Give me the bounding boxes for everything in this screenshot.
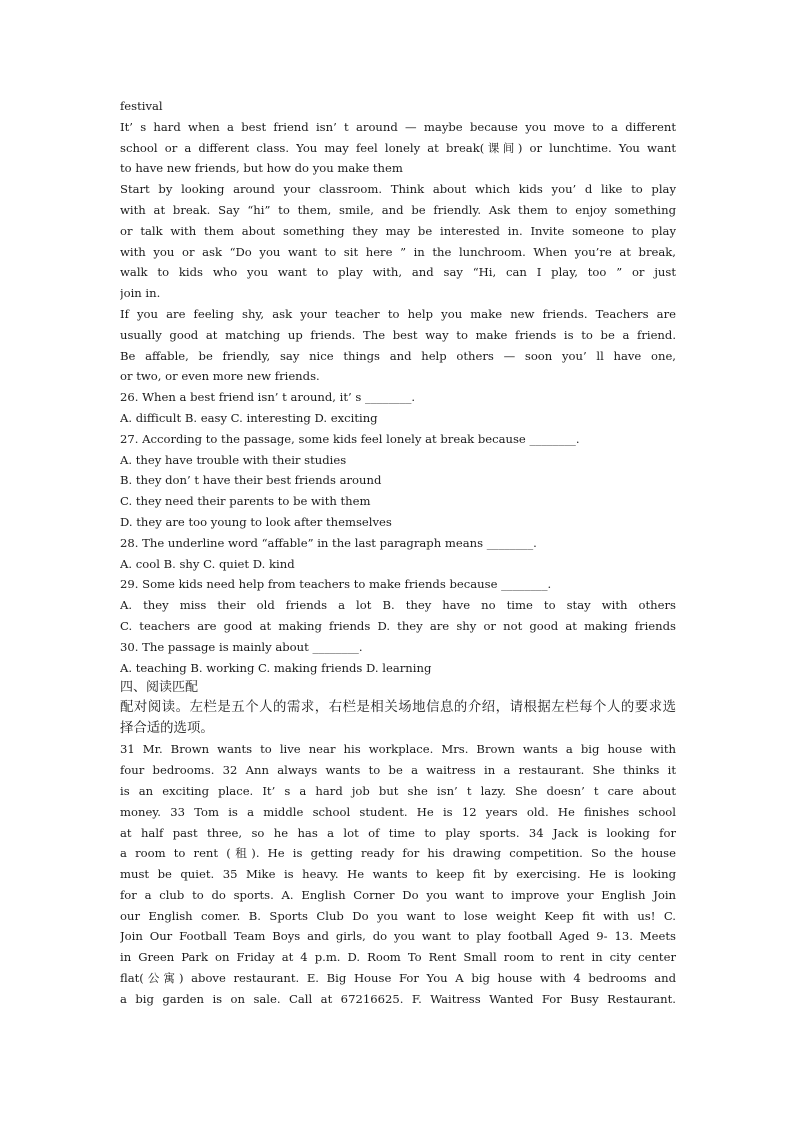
matching-line: a big garden is on sale. Call at 67216625. F. Waitress Wanted For Busy Restaurant. bbox=[120, 991, 676, 1006]
passage-line: Be affable, be friendly, say nice things and help others — soon you’ ll have one, bbox=[120, 348, 676, 363]
matching-text bbox=[120, 739, 676, 1009]
question-29-options-cd: C. teachers are good at making friends D. they are shy or not good at making friends bbox=[120, 618, 676, 633]
matching-line: our English comer. B. Sports Club Do you want to lose weight Keep fit with us! C. bbox=[120, 908, 676, 923]
question-30: 30. The passage is mainly about ________. bbox=[120, 639, 363, 654]
matching-line: must be quiet. 35 Mike is heavy. He wants to keep fit by exercising. He is looking bbox=[120, 867, 676, 882]
passage-line: or two, or even more new friends. bbox=[120, 369, 320, 384]
document-page bbox=[120, 96, 676, 1010]
question-27-option-a: A. they have trouble with their studies bbox=[120, 452, 347, 467]
passage-line: or talk with them about something they may be interested in. Invite someone to play bbox=[120, 223, 676, 238]
matching-line: at half past three, so he has a lot of time to play sports. 34 Jack is looking for bbox=[120, 825, 676, 840]
passage-line: with at break. Say “hi” to them, smile, and be friendly. Ask them to enjoy something bbox=[120, 202, 676, 217]
question-28: 28. The underline word “affable” in the last paragraph means ________. bbox=[120, 535, 537, 550]
question-block bbox=[120, 387, 676, 678]
matching-line: Join Our Football Team Boys and girls, do you want to play football Aged 9- 13. Meets bbox=[120, 929, 676, 944]
passage-line: If you are feeling shy, ask your teacher to help you make new friends. Teachers are bbox=[120, 306, 676, 321]
question-29-options-ab: A. they miss their old friends a lot B. they have no time to stay with others bbox=[120, 598, 676, 613]
question-30-options: A. teaching B. working C. making friends D. learning bbox=[120, 660, 432, 675]
question-27-option-c: C. they need their parents to be with them bbox=[120, 494, 371, 509]
matching-line: four bedrooms. 32 Ann always wants to be a waitress in a restaurant. She thinks it bbox=[120, 763, 676, 778]
passage-line: festival bbox=[120, 99, 163, 113]
question-29: 29. Some kids need help from teachers to make friends because ________. bbox=[120, 577, 552, 592]
passage-line: usually good at matching up friends. The best way to make friends is to be a friend. bbox=[120, 327, 676, 342]
passage-line: school or a different class. You may feel lonely at break(课间) or lunchtime. You want bbox=[120, 140, 676, 155]
matching-line: a room to rent (租). He is getting ready for his drawing competition. So the house bbox=[120, 846, 676, 861]
section-instructions: 配对阅读。左栏是五个人的需求，右栏是相关场地信息的介绍，请根据左栏每个人的要求选 bbox=[120, 700, 676, 716]
question-27-option-b: B. they don’ t have their best friends around bbox=[120, 473, 382, 488]
section-instructions: 择合适的选项。 bbox=[120, 720, 214, 736]
matching-line: 31 Mr. Brown wants to live near his workplace. Mrs. Brown wants a big house with bbox=[120, 742, 676, 757]
question-26: 26. When a best friend isn’ t around, it’ s ________. bbox=[120, 390, 416, 405]
question-27: 27. According to the passage, some kids feel lonely at break because ________. bbox=[120, 431, 580, 446]
matching-line: for a club to do sports. A. English Corner Do you want to improve your English Join bbox=[120, 887, 676, 902]
passage-line: with you or ask “Do you want to sit here ” in the lunchroom. When you’re at break, bbox=[120, 244, 676, 259]
question-26-options: A. difficult B. easy C. interesting D. exciting bbox=[120, 410, 378, 425]
reading-passage bbox=[120, 96, 676, 387]
passage-line: It’ s hard when a best friend isn’ t around — maybe because you move to a different bbox=[120, 119, 676, 134]
matching-line: flat(公寓) above restaurant. E. Big House For You A big house with 4 bedrooms and bbox=[120, 971, 676, 986]
passage-line: join in. bbox=[120, 286, 161, 301]
matching-line: is an exciting place. It’ s a hard job but she isn’ t lazy. She doesn’ t care about bbox=[120, 783, 676, 798]
passage-line: Start by looking around your classroom. Think about which kids you’ d like to play bbox=[120, 182, 676, 197]
matching-line: money. 33 Tom is a middle school student. He is 12 years old. He finishes school bbox=[120, 804, 676, 819]
question-27-option-d: D. they are too young to look after themselves bbox=[120, 514, 392, 529]
question-28-options: A. cool B. shy C. quiet D. kind bbox=[120, 556, 295, 571]
passage-line: walk to kids who you want to play with, and say “Hi, can I play, too ” or just bbox=[120, 265, 676, 280]
passage-line: to have new friends, but how do you make them bbox=[120, 161, 403, 176]
matching-line: in Green Park on Friday at 4 p.m. D. Room To Rent Small room to rent in city center bbox=[120, 950, 676, 965]
section-heading: 四、阅读匹配 bbox=[120, 680, 199, 696]
